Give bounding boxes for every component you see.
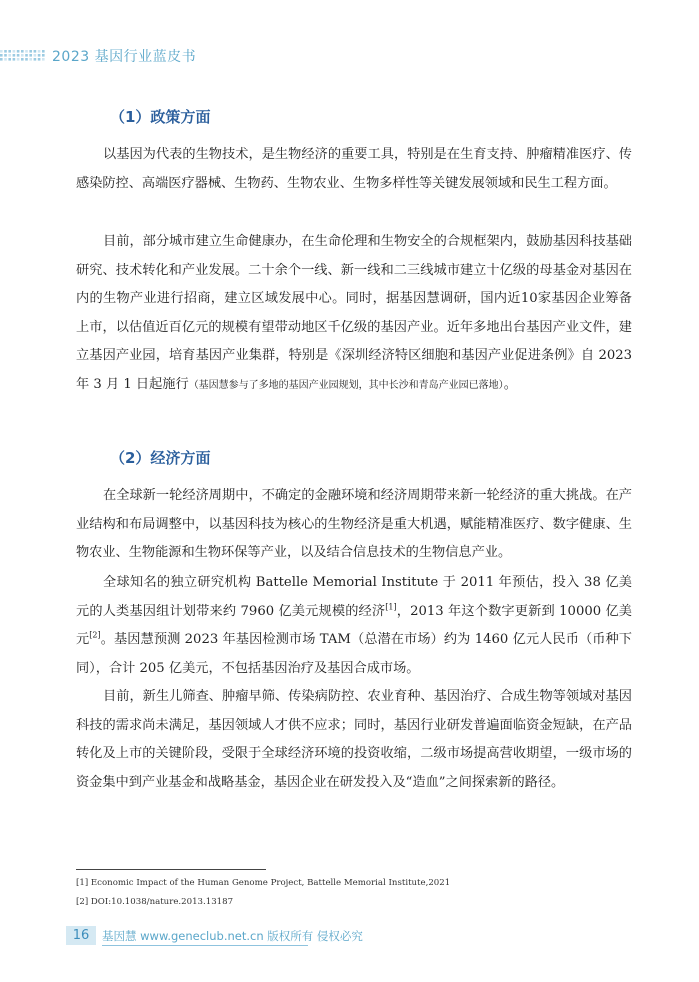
footnote-ref[interactable]: [2] — [89, 630, 101, 640]
page-number: 16 — [66, 926, 96, 945]
page-footer — [66, 926, 466, 946]
section-heading-policy: （1）政策方面 — [110, 108, 211, 126]
dot-pattern-icon — [0, 50, 46, 62]
paragraph: 在全球新一轮经济周期中，不确定的金融环境和经济周期带来新一轮经济的重大挑战。在产业结构和布局调整中，以基因科技为核心的生物经济是重大机遇，赋能精准医疗、数字健康、生物农业、生物能源和生物环保等产业，以及结合信息技术的生物信息产业。 — [76, 488, 632, 560]
page-header — [0, 44, 699, 66]
footer-divider — [102, 945, 308, 946]
paragraph: 全球知名的独立研究机构 Battelle Memorial Institute 于 2011 年预估，投入 38 亿美元的人类基因组计划带来约 7960 亿美元规模的经济[1]，2013 年这个数字更新到 10000 亿美元[2]。基因慧预测 2023 年基因检测市场 TAM（总潜在市场）约为 1460 亿元人民币（币种下同），合计 205 亿美元，不包括基因治疗及基因合成市场。 — [76, 575, 632, 676]
paragraph: 目前，部分城市建立生命健康办，在生命伦理和生物安全的合规框架内，鼓励基因科技基础研究、技术转化和产业发展。二十余个一线、新一线和二三线城市建立十亿级的母基金对基因在内的生物产业进行招商，建立区域发展中心。同时，据基因慧调研，国内近10家基因企业筹备上市，以估值近百亿元的规模有望带动地区千亿级的基因产业。近年多地出台基因产业文件，建立基因产业园，培育基因产业集群，特别是《深圳经济特区细胞和基因产业促进条例》自 2023 年 3 月 1 日起施行（基因慧参与了多地的基因产业园规划，其中长沙和青岛产业园已落地）。 — [76, 234, 632, 392]
footnote-item: [1] Economic Impact of the Human Genome Project, Battelle Memorial Institute,2021 — [76, 878, 451, 888]
paragraph-note: （基因慧参与了多地的基因产业园规划，其中长沙和青岛产业园已落地） — [188, 379, 504, 391]
footer-text: 基因慧 www.geneclub.net.cn 版权所有 侵权必究 — [102, 929, 363, 943]
footnote-item: [2] DOI:10.1038/nature.2013.13187 — [76, 897, 234, 907]
paragraph: 以基因为代表的生物技术，是生物经济的重要工具，特别是在生育支持、肿瘤精准医疗、传感染防控、高端医疗器械、生物药、生物农业、生物多样性等关键发展领域和民生工程方面。 — [76, 147, 632, 191]
footnote-divider — [76, 869, 266, 870]
footnote-ref[interactable]: [1] — [385, 602, 397, 612]
section-heading-economy: （2）经济方面 — [110, 449, 211, 467]
paragraph: 目前，新生儿筛查、肿瘤早筛、传染病防控、农业育种、基因治疗、合成生物等领域对基因科技的需求尚未满足，基因领域人才供不应求；同时，基因行业研发普遍面临资金短缺，在产品转化及上市的关键阶段，受限于全球经济环境的投资收缩，二级市场提高营收期望，一级市场的资金集中到产业基金和战略基金，基因企业在研发投入及“造血”之间探索新的路径。 — [76, 689, 632, 790]
header-title: 2023 基因行业蓝皮书 — [52, 49, 197, 65]
